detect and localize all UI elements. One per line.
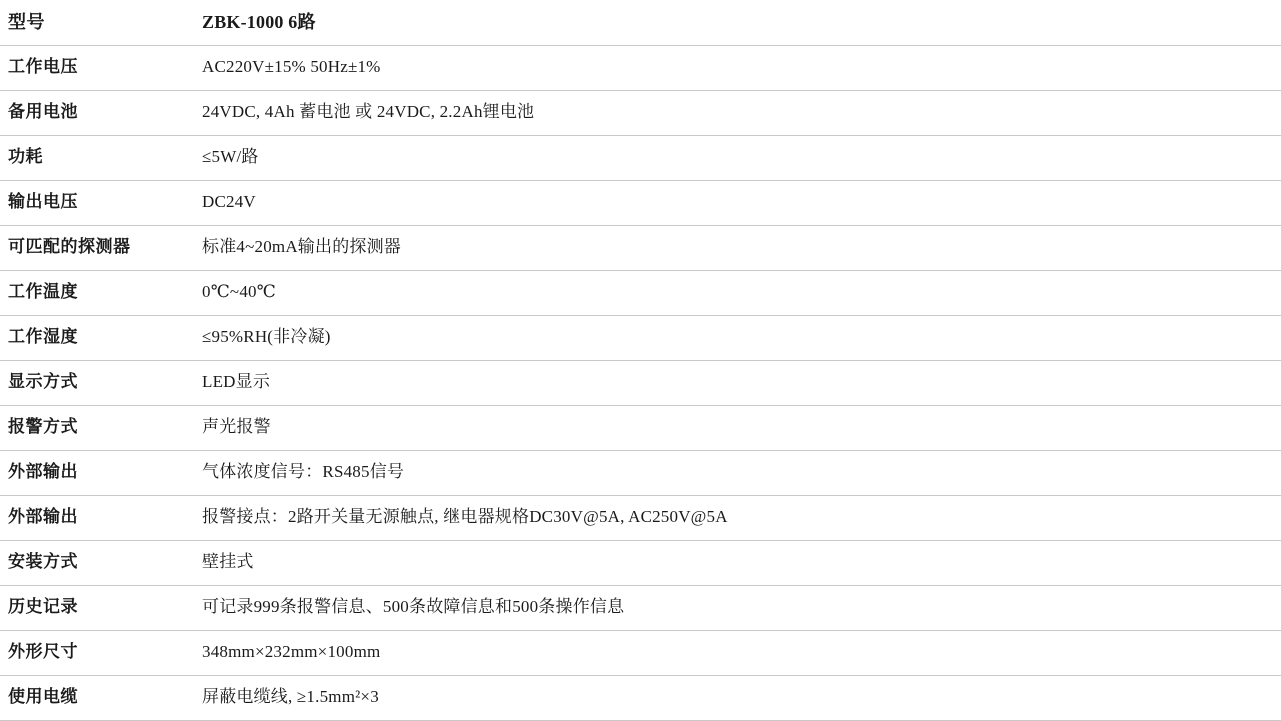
table-row bbox=[0, 585, 1281, 630]
spec-value: ZBK-1000 6路 bbox=[190, 0, 1281, 45]
table-row bbox=[0, 675, 1281, 720]
spec-label: 工作温度 bbox=[0, 270, 190, 315]
spec-label: 型号 bbox=[0, 0, 190, 45]
spec-label: 输出电压 bbox=[0, 180, 190, 225]
spec-label: 历史记录 bbox=[0, 585, 190, 630]
spec-value: 声光报警 bbox=[190, 405, 1281, 450]
spec-value: 壁挂式 bbox=[190, 540, 1281, 585]
spec-value: DC24V bbox=[190, 180, 1281, 225]
table-row bbox=[0, 450, 1281, 495]
spec-value: 屏蔽电缆线, ≥1.5mm²×3 bbox=[190, 675, 1281, 720]
table-row bbox=[0, 315, 1281, 360]
spec-value: ≤5W/路 bbox=[190, 135, 1281, 180]
spec-label: 备用电池 bbox=[0, 90, 190, 135]
table-row bbox=[0, 180, 1281, 225]
spec-value: LED显示 bbox=[190, 360, 1281, 405]
spec-label: 使用电缆 bbox=[0, 675, 190, 720]
spec-label: 可匹配的探测器 bbox=[0, 225, 190, 270]
spec-value: 标准4~20mA输出的探测器 bbox=[190, 225, 1281, 270]
table-row bbox=[0, 540, 1281, 585]
spec-label: 外部输出 bbox=[0, 450, 190, 495]
table-row bbox=[0, 90, 1281, 135]
table-row bbox=[0, 495, 1281, 540]
spec-label: 工作电压 bbox=[0, 45, 190, 90]
table-row bbox=[0, 225, 1281, 270]
table-row bbox=[0, 135, 1281, 180]
spec-label: 工作湿度 bbox=[0, 315, 190, 360]
spec-value: 可记录999条报警信息、500条故障信息和500条操作信息 bbox=[190, 585, 1281, 630]
spec-value: 24VDC, 4Ah 蓄电池 或 24VDC, 2.2Ah锂电池 bbox=[190, 90, 1281, 135]
spec-label: 显示方式 bbox=[0, 360, 190, 405]
table-row bbox=[0, 0, 1281, 45]
table-row bbox=[0, 630, 1281, 675]
spec-value: 报警接点：2路开关量无源触点, 继电器规格DC30V@5A, AC250V@5A bbox=[190, 495, 1281, 540]
spec-label: 安装方式 bbox=[0, 540, 190, 585]
spec-value: AC220V±15% 50Hz±1% bbox=[190, 45, 1281, 90]
spec-label: 外形尺寸 bbox=[0, 630, 190, 675]
table-row bbox=[0, 45, 1281, 90]
spec-value: 348mm×232mm×100mm bbox=[190, 630, 1281, 675]
table-row bbox=[0, 405, 1281, 450]
spec-value: 气体浓度信号：RS485信号 bbox=[190, 450, 1281, 495]
spec-value: 0℃~40℃ bbox=[190, 270, 1281, 315]
table-row bbox=[0, 360, 1281, 405]
spec-label: 报警方式 bbox=[0, 405, 190, 450]
spec-value: ≤95%RH(非冷凝) bbox=[190, 315, 1281, 360]
table-row bbox=[0, 270, 1281, 315]
spec-label: 外部输出 bbox=[0, 495, 190, 540]
spec-label: 功耗 bbox=[0, 135, 190, 180]
